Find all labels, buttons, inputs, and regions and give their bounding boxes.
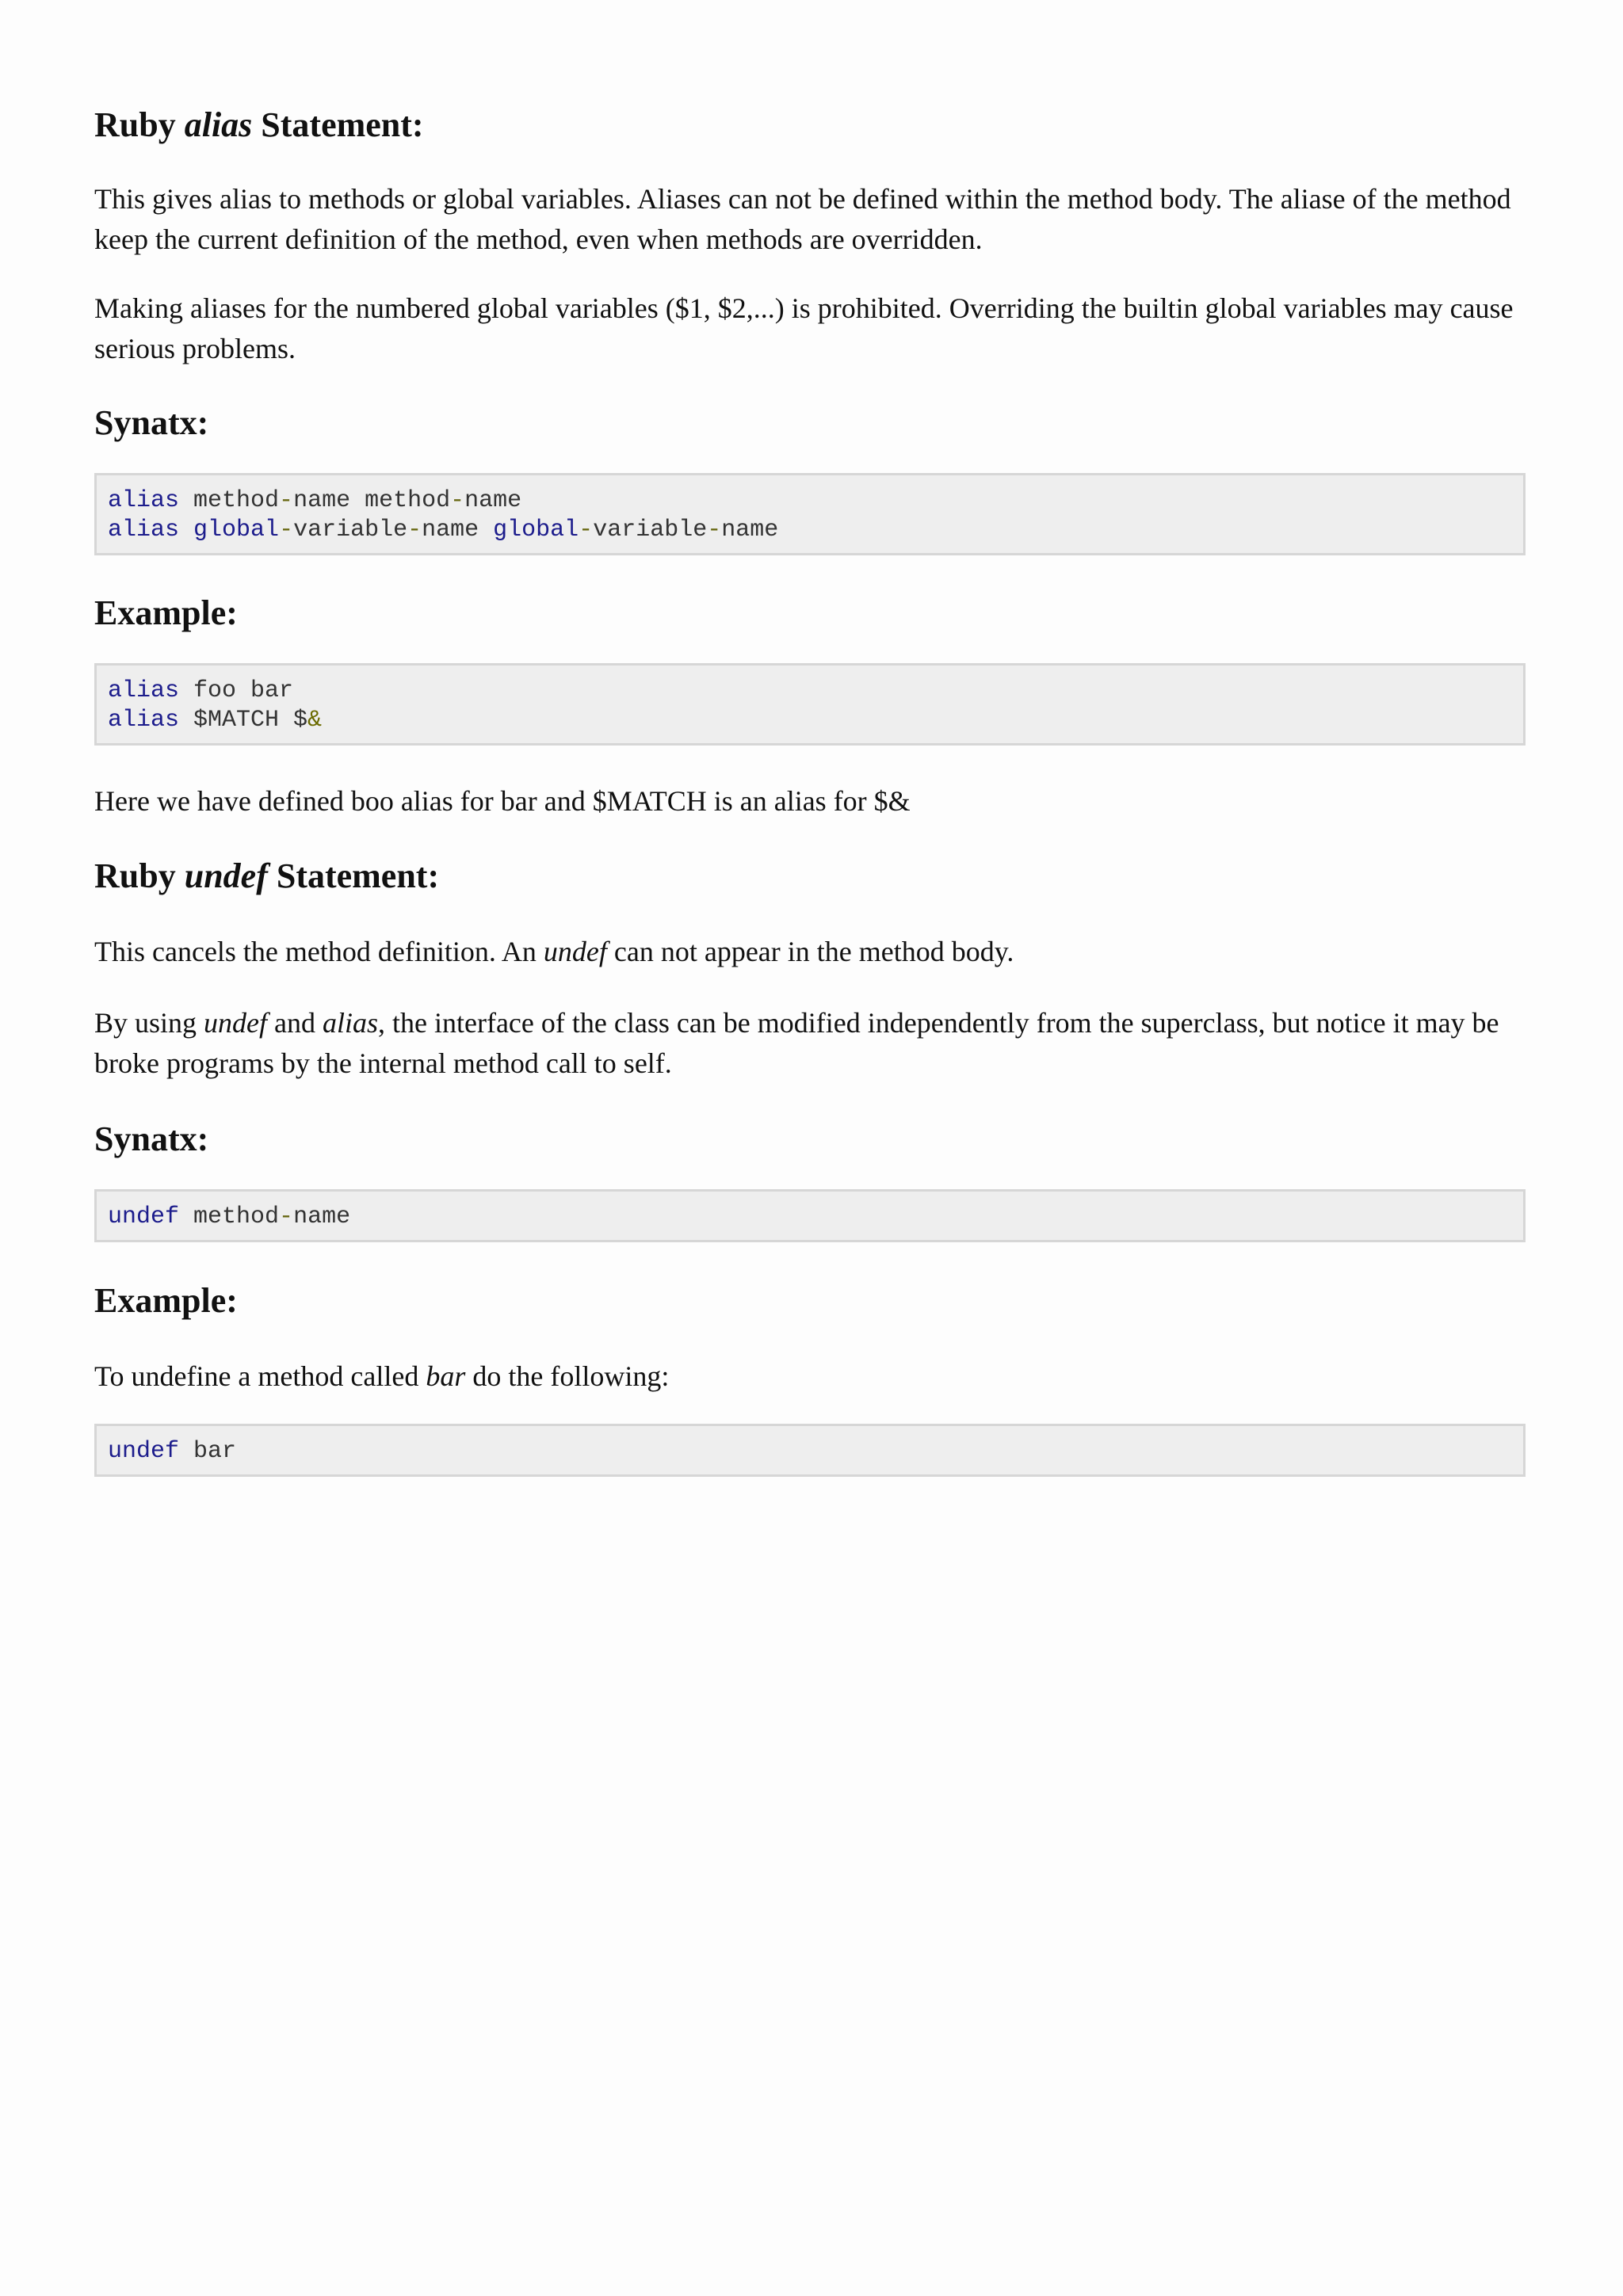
alias-example-note: Here we have defined boo alias for bar and $MATCH is an alias for $& [94, 785, 911, 817]
undef-example-code-block: undef bar [94, 1424, 1526, 1477]
undef-example-heading: Example: [94, 1281, 238, 1320]
undef-intro-paragraph: This cancels the method definition. An undef can not appear in the method body. [94, 936, 1014, 967]
alias-intro-paragraph: This gives alias to methods or global variables. Aliases can not be defined within the method body. The aliase of the method keep the current definition of the method, even when methods are overridden. [94, 183, 1511, 255]
alias-warning-paragraph: Making aliases for the numbered global variables ($1, $2,...) is prohibited. Overriding the builtin global variables may cause serious problems. [94, 292, 1514, 364]
alias-syntax-heading: Synatx: [94, 403, 209, 442]
undef-example-text: To undefine a method called bar do the following: [94, 1360, 670, 1392]
alias-example-heading: Example: [94, 593, 238, 632]
undef-section-heading: Ruby undef Statement: [94, 856, 440, 895]
alias-example-code-block: alias foo bar alias $MATCH $& [94, 663, 1526, 746]
alias-syntax-code-block: alias method-name method-name alias global-variable-name global-variable-name [94, 473, 1526, 555]
undef-usage-paragraph: By using undef and alias, the interface of the class can be modified independently from the superclass, but notice it may be broke programs by the internal method call to self. [94, 1007, 1499, 1079]
undef-syntax-code-block: undef method-name [94, 1189, 1526, 1242]
undef-syntax-heading: Synatx: [94, 1119, 209, 1158]
alias-section-heading: Ruby alias Statement: [94, 105, 424, 144]
